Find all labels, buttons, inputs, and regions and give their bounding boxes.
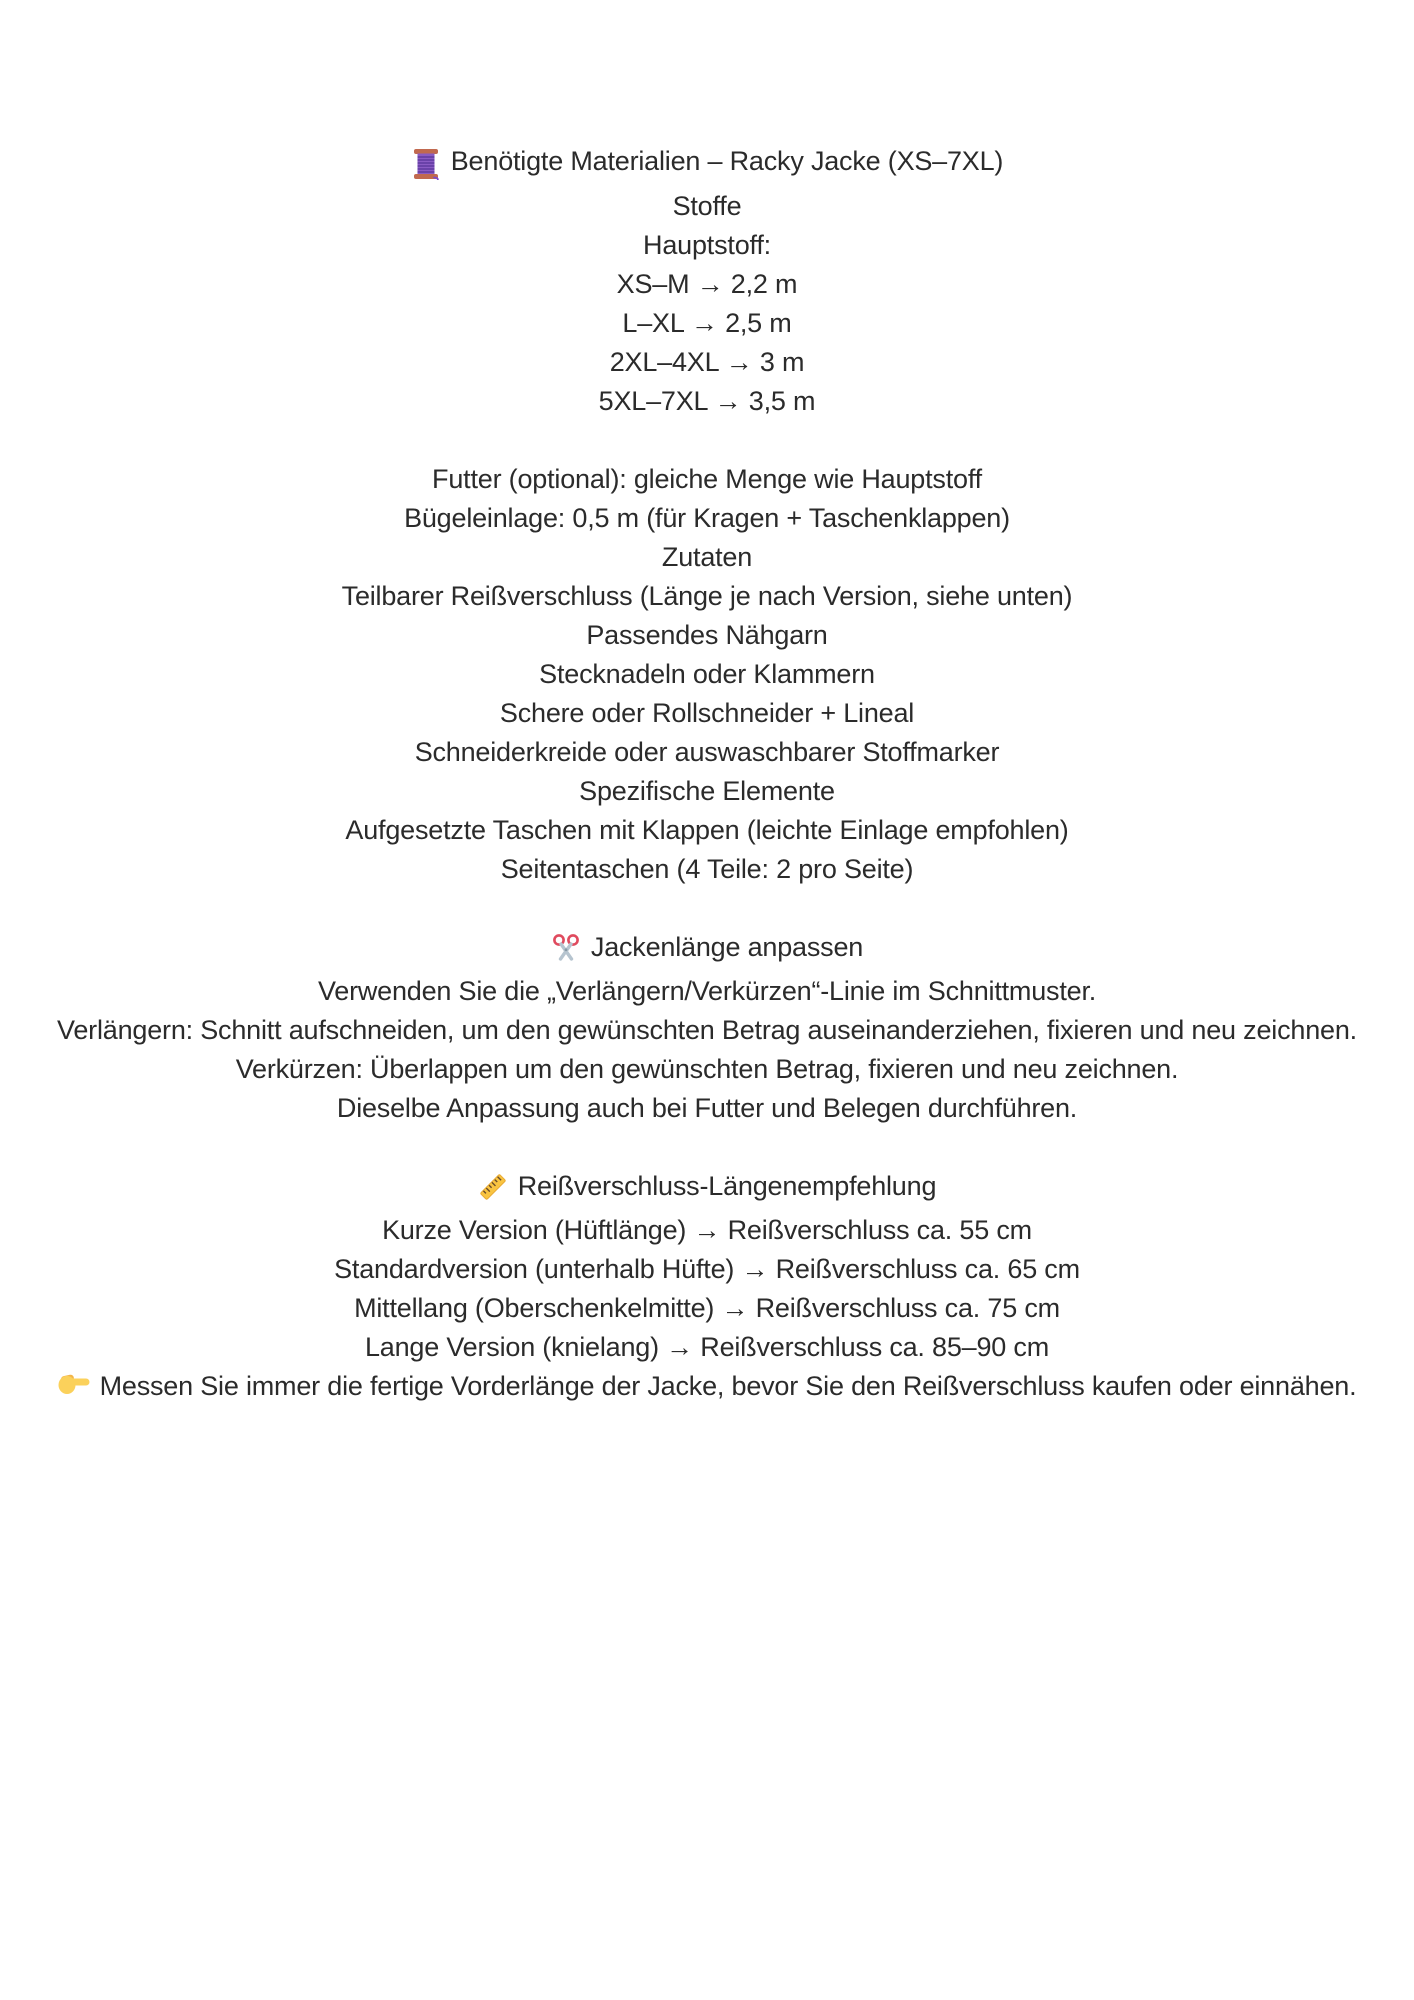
text-line: Verwenden Sie die „Verlängern/Verkürzen“-Linie im Schnittmuster.	[317, 976, 1097, 1006]
section-heading-text: Jackenlänge anpassen	[590, 932, 864, 962]
text-line: 2XL–4XL → 3 m	[609, 347, 805, 377]
text-line: Lange Version (knielang) → Reißverschluss ca. 85–90 cm	[364, 1332, 1050, 1362]
ruler-icon	[478, 1172, 508, 1211]
zipper-note	[32, 1367, 1382, 1409]
text-line: Dieselbe Anpassung auch bei Futter und Belegen durchführen.	[336, 1093, 1078, 1123]
page-title-text: Benötigte Materialien – Racky Jacke (XS–7XL)	[450, 146, 1004, 176]
text-line: Mittellang (Oberschenkelmitte) → Reißverschluss ca. 75 cm	[354, 1293, 1060, 1323]
text-line: Schere oder Rollschneider + Lineal	[499, 698, 915, 728]
text-line: Verlängern: Schnitt aufschneiden, um den gewünschten Betrag auseinanderziehen, fixieren und neu zeichnen.	[57, 1015, 1357, 1045]
thread-spool-icon	[411, 148, 441, 187]
text-line: Seitentaschen (4 Teile: 2 pro Seite)	[500, 854, 914, 884]
text-line: Kurze Version (Hüftlänge) → Reißverschluss ca. 55 cm	[382, 1215, 1032, 1245]
blank-line	[32, 889, 1382, 928]
text-line: Spezifische Elemente	[579, 776, 835, 806]
text-line: Futter (optional): gleiche Menge wie Hauptstoff	[432, 464, 982, 494]
blank-line	[32, 1128, 1382, 1167]
section-heading-text: Reißverschluss-Längenempfehlung	[517, 1171, 937, 1201]
text-line: Teilbarer Reißverschluss (Länge je nach Version, siehe unten)	[341, 581, 1073, 611]
text-line: Stecknadeln oder Klammern	[539, 659, 875, 689]
page-title	[32, 142, 1382, 187]
text-line: Passendes Nähgarn	[586, 620, 828, 650]
text-line: XS–M → 2,2 m	[616, 269, 798, 299]
blank-line	[32, 421, 1382, 460]
pointing-right-icon	[58, 1370, 90, 1409]
text-line: L–XL → 2,5 m	[622, 308, 792, 338]
text-line: Standardversion (unterhalb Hüfte) → Reißverschluss ca. 65 cm	[334, 1254, 1080, 1284]
text-line: Stoffe	[672, 191, 742, 221]
text-line: 5XL–7XL → 3,5 m	[598, 386, 816, 416]
text-line: Aufgesetzte Taschen mit Klappen (leichte Einlage empfohlen)	[345, 815, 1069, 845]
text-line: Zutaten	[661, 542, 753, 572]
text-line: Bügeleinlage: 0,5 m (für Kragen + Taschenklappen)	[404, 503, 1010, 533]
text-line: Schneiderkreide oder auswaschbarer Stoffmarker	[414, 737, 1000, 767]
section-heading-zipper	[32, 1167, 1382, 1211]
text-line: Hauptstoff:	[643, 230, 771, 260]
zipper-note-text: Messen Sie immer die fertige Vorderlänge der Jacke, bevor Sie den Reißverschluss kaufen oder einnähen.	[99, 1371, 1357, 1401]
text-line: Verkürzen: Überlappen um den gewünschten Betrag, fixieren und neu zeichnen.	[235, 1054, 1179, 1084]
section-heading-length-adjustment	[32, 928, 1382, 972]
scissors-icon	[551, 933, 581, 972]
